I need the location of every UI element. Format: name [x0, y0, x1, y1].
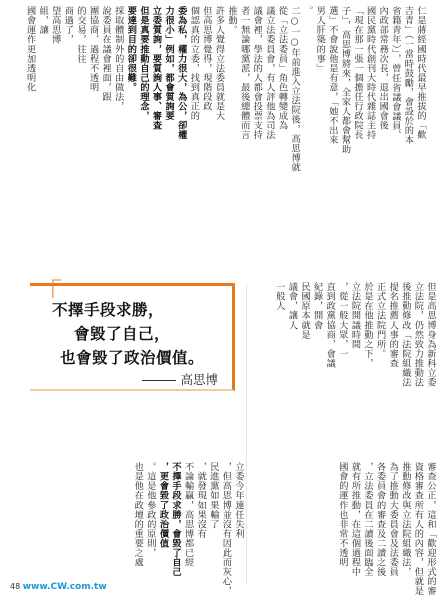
text-line: 。這是他參政的原則， — [144, 462, 156, 558]
text-line: 團協商，過程不透明 — [87, 6, 99, 92]
text-line: 立法院開議時間 — [349, 282, 361, 349]
text-line: 但高思博覺得，現階段政 — [200, 6, 212, 112]
text-line: ，立法委員在二讀後面臨全 — [362, 462, 374, 577]
pull-quote-line-1: 不擇手段求勝， — [52, 301, 165, 319]
text-line: 從「立法委員」角色轉變成為 — [276, 6, 288, 131]
text-line: 的交易，往往 — [74, 6, 86, 64]
text-line: 直到政黨協商，會議 — [324, 282, 336, 368]
text-line: 正式立法院門所。 — [374, 282, 386, 359]
text-line: 二○一○年前進入立法院後，高思博就 — [289, 6, 301, 172]
text-line: 為了推動大委員會及法委員 — [387, 462, 399, 577]
text-line: ，就發現如果沒有 — [195, 462, 207, 539]
text-line: 一般人 — [273, 282, 285, 311]
text-line: 但是真要推動自己的理念， — [137, 6, 149, 121]
text-line: 吉青」（一當時鼓勵，會設於的本 — [402, 6, 414, 145]
text-line: 省籍青年）」，曾任省議會議員、 — [389, 6, 401, 141]
text-line: 國會運作更加透明化 — [24, 6, 36, 92]
text-line: 推動修改與立法院組織法， — [399, 462, 411, 577]
article-body-top — [24, 6, 426, 276]
text-line: 子」，高思博將來，全家人都會幫助 — [339, 6, 351, 155]
text-line: 後推動修改「法院組織法 — [399, 282, 411, 388]
page-footer — [10, 582, 107, 592]
text-line: 國會的運作也非常不透明 — [336, 462, 348, 568]
page-number: 48 — [10, 582, 21, 591]
text-line: 不論輸贏，高思博都已經 — [182, 462, 194, 568]
text-line: 紀錄，開會 — [311, 282, 323, 330]
text-line: ，但高思博並沒有因此而灰心， — [220, 462, 232, 596]
text-line: 「現在那一張一個擔任行政院長 — [352, 6, 364, 140]
text-line: 者一無論哪黨派，最後總體而言 — [238, 6, 250, 140]
text-line: 但是高思博身為新科立委 — [425, 282, 436, 388]
text-line: ，更會毀了政治價值 — [157, 462, 169, 548]
text-line: 仁是蔣經國時代最早推拔的「歡 — [415, 6, 426, 140]
text-line: 民國原本就是 — [299, 282, 311, 340]
text-line: 國民黨時代創刊大時代雜誌主持 — [364, 6, 376, 140]
text-line: 採取體制外的自由做法， — [112, 6, 124, 112]
text-line: 商過了， — [62, 6, 74, 45]
text-line: 資格審查所有人的內容，但就是 — [412, 462, 424, 596]
text-line: 力很小」例如，都會質詢要 — [163, 6, 175, 121]
article-body-middle — [250, 282, 436, 460]
text-line: 民進黨如果輸了 — [207, 462, 219, 529]
pull-quote-line-3: 也會毀了政治價值。 — [60, 349, 205, 367]
pull-quote-attribution — [142, 370, 218, 388]
text-line: 許多人覺得立法委員就是大 — [213, 6, 225, 121]
text-line: 於是在他推動之下， — [362, 282, 374, 368]
text-line: 組，讓 — [37, 6, 49, 35]
text-line: 內政部常務次長，退出國會後 — [377, 6, 389, 131]
text-line: 說委員在議會裡面，跟 — [100, 6, 112, 102]
text-line: 審查公正，這和「歡迎形式的審 — [425, 462, 436, 596]
text-line: 議會，讓人 — [286, 282, 298, 330]
magazine-site: www.CW.com.tw — [22, 582, 107, 592]
text-line: 男人肝築的事」 — [314, 6, 326, 73]
text-line: 各委員會的審查及二讀之後 — [374, 462, 386, 577]
text-line: 要達到目的卻很難。 — [125, 6, 137, 92]
text-line: 議會裡，學法的人都會投票支持 — [251, 6, 263, 140]
text-line: 議立法委員會，有人評他為司法 — [263, 6, 275, 140]
attribution-name: 高思博 — [180, 372, 218, 387]
text-line: 立法院，仍然致力推動法 — [412, 282, 424, 388]
text-line: ，從一般大眾，一 — [336, 282, 348, 359]
article-body-bottom-right — [250, 462, 436, 596]
text-line: 選」不會說他是有意，「她不出來 — [326, 6, 338, 145]
text-line: 就有所推動，在這個過程中 — [349, 462, 361, 577]
text-line: 個認真的立委，找到真正的 — [188, 6, 200, 121]
text-line: 委為私，權力很大，為公，卻權 — [175, 6, 187, 140]
attribution-dash — [142, 380, 176, 381]
text-line: 提名推薦人事的審查 — [387, 282, 399, 368]
text-line: 望高思博 — [49, 6, 61, 45]
text-line: 。 — [301, 6, 313, 16]
text-line: 推動。 — [226, 6, 238, 35]
pull-quote — [30, 277, 235, 391]
pull-quote-line-2: 會毀了自己， — [74, 325, 171, 343]
column-divider — [246, 284, 247, 584]
text-line: 立委今年連任失利 — [233, 462, 244, 539]
text-line: 也是他在政壇的重要之處 — [132, 462, 144, 568]
text-line: 立委質詢，要質詢人事、審查 — [150, 6, 162, 131]
quote-mark-icon: 「 — [34, 277, 63, 310]
text-line: 不擇手段求勝，會毀了自己 — [170, 462, 182, 577]
